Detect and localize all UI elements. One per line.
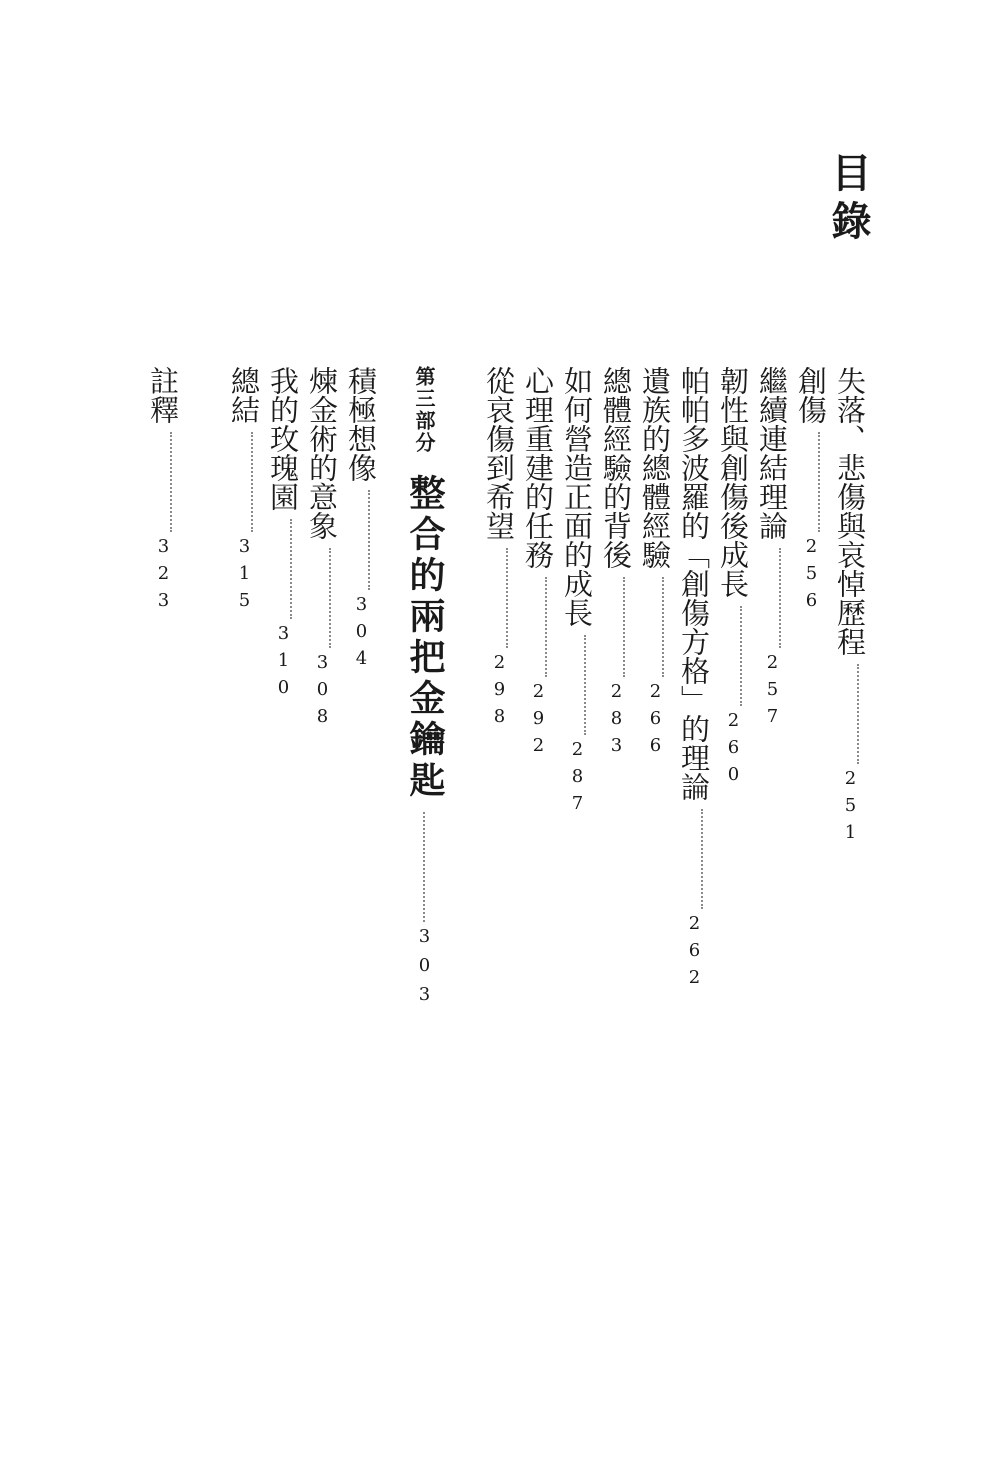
- entry-page: 304: [351, 594, 372, 675]
- entry-page: 260: [723, 710, 744, 791]
- entry-page: 310: [273, 623, 294, 704]
- toc-entry[interactable]: [304, 366, 340, 733]
- entry-label: 煉金術的意象: [305, 366, 339, 540]
- page-title: 目錄: [825, 152, 871, 248]
- dot-leader: [740, 606, 742, 706]
- toc-entry[interactable]: [793, 366, 829, 617]
- entry-label: 失落、悲傷與哀悼歷程: [833, 366, 867, 656]
- toc-entry[interactable]: [343, 366, 379, 675]
- dot-leader: [584, 635, 586, 735]
- dot-leader: [623, 577, 625, 677]
- part-page: 303: [414, 926, 435, 1013]
- entry-page: 298: [489, 652, 510, 733]
- dot-leader: [545, 577, 547, 677]
- entry-label: 繼續連結理論: [755, 366, 789, 540]
- entry-page: 262: [684, 913, 705, 994]
- entry-label: 積極想像: [344, 366, 378, 482]
- entry-label: 韌性與創傷後成長: [716, 366, 750, 598]
- entry-page: 292: [528, 681, 549, 762]
- toc-entry[interactable]: [481, 366, 517, 733]
- part-label: 第三部分: [412, 366, 436, 454]
- entry-label: 心理重建的任務: [521, 366, 555, 569]
- dot-leader: [818, 432, 820, 532]
- dot-leader: [779, 548, 781, 648]
- toc-entry[interactable]: [559, 366, 595, 820]
- dot-leader: [423, 812, 425, 922]
- entry-page: 315: [234, 536, 255, 617]
- dot-leader: [170, 432, 172, 532]
- toc-entry[interactable]: [520, 366, 556, 762]
- entry-label: 創傷: [794, 366, 828, 424]
- dot-leader: [506, 548, 508, 648]
- entry-label: 我的玫瑰園: [266, 366, 300, 511]
- toc-entry[interactable]: [637, 366, 673, 762]
- entry-label: 從哀傷到希望: [482, 366, 516, 540]
- entry-label: 註釋: [146, 366, 180, 424]
- dot-leader: [701, 809, 703, 909]
- dot-leader: [251, 432, 253, 532]
- dot-leader: [290, 519, 292, 619]
- entry-page: 323: [153, 536, 174, 617]
- part-title: 整合的兩把金鑰匙: [404, 474, 445, 802]
- toc-entry[interactable]: [265, 366, 301, 704]
- entry-page: 287: [567, 739, 588, 820]
- entry-page: 257: [762, 652, 783, 733]
- entry-label: 總體經驗的背後: [599, 366, 633, 569]
- toc-entry[interactable]: [598, 366, 634, 762]
- entry-page: 283: [606, 681, 627, 762]
- toc-entry[interactable]: [145, 366, 181, 617]
- entry-label: 遺族的總體經驗: [638, 366, 672, 569]
- toc-entry[interactable]: [715, 366, 751, 791]
- toc-entry[interactable]: [754, 366, 790, 733]
- entry-page: 308: [312, 652, 333, 733]
- entry-page: 251: [840, 768, 861, 849]
- entry-label: 帕帕多波羅的「創傷方格」的理論: [677, 366, 711, 801]
- toc-entry[interactable]: [832, 366, 868, 849]
- toc-entry[interactable]: [676, 366, 712, 994]
- entry-page: 256: [801, 536, 822, 617]
- entry-label: 總結: [227, 366, 261, 424]
- dot-leader: [857, 664, 859, 764]
- dot-leader: [662, 577, 664, 677]
- entry-label: 如何營造正面的成長: [560, 366, 594, 627]
- dot-leader: [368, 490, 370, 590]
- entry-page: 266: [645, 681, 666, 762]
- part-heading[interactable]: [396, 366, 444, 1013]
- toc-entry[interactable]: [226, 366, 262, 617]
- dot-leader: [329, 548, 331, 648]
